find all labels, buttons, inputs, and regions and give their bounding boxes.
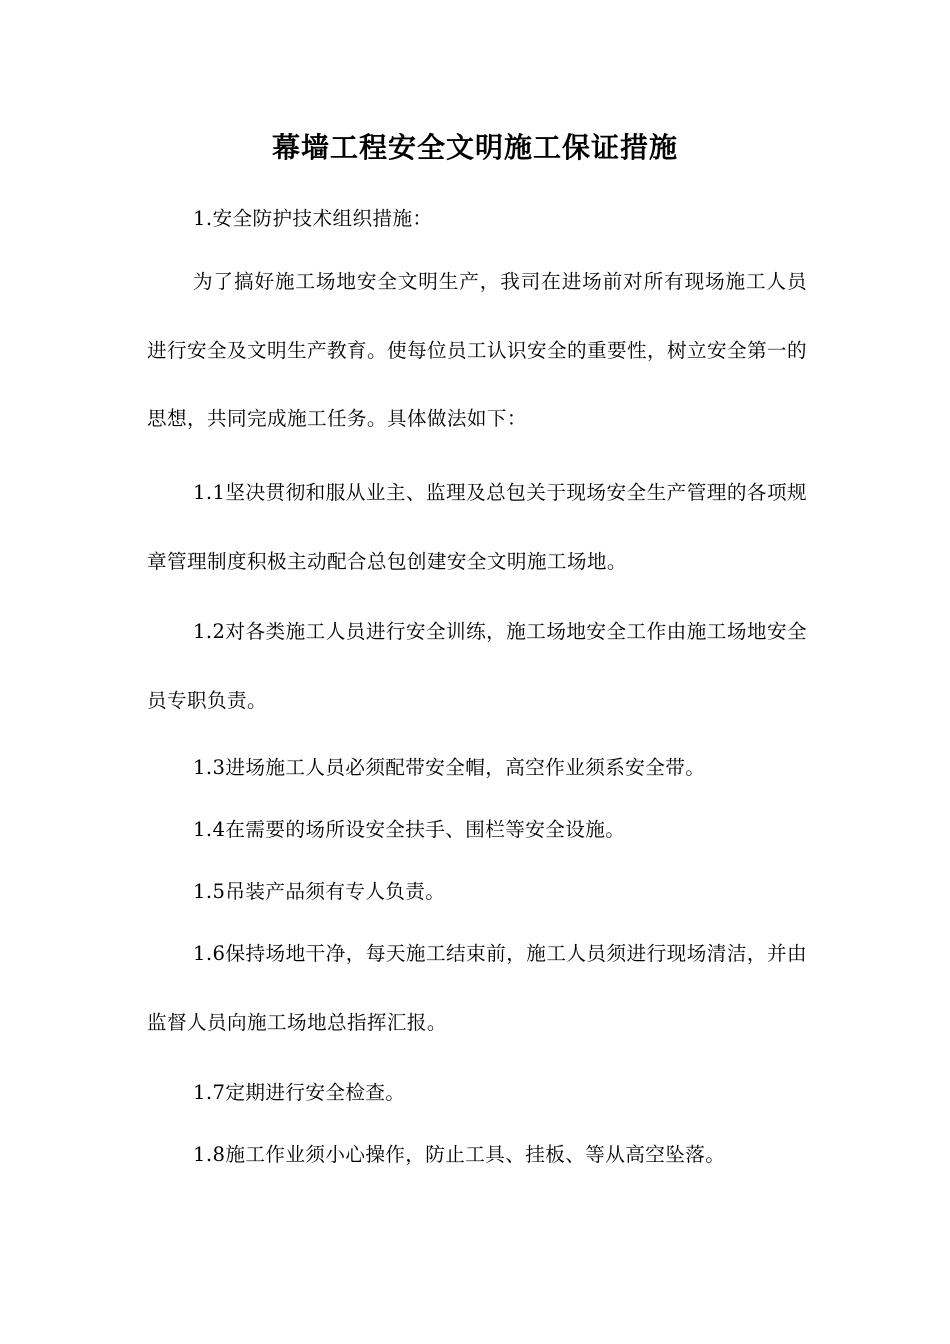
paragraph-item-1-6: 1.6保持场地干净，每天施工结束前，施工人员须进行现场清洁，并由监督人员向施工场地总指挥汇报。: [147, 942, 807, 1034]
paragraph-item-1-4: 1.4在需要的场所设安全扶手、围栏等安全设施。: [193, 818, 626, 841]
paragraph-item-1-3: 1.3进场施工人员必须配带安全帽，高空作业须系安全带。: [193, 756, 706, 779]
paragraph-intro: 为了搞好施工场地安全文明生产，我司在进场前对所有现场施工人员进行安全及文明生产教育。使每位员工认识安全的重要性，树立安全第一的思想，共同完成施工任务。具体做法如下：: [147, 270, 807, 430]
paragraph-item-1-5: 1.5吊装产品须有专人负责。: [193, 880, 446, 903]
paragraph-item-1-7: 1.7定期进行安全检查。: [193, 1081, 406, 1104]
paragraph-section-1: 1.安全防护技术组织措施：: [193, 207, 433, 230]
paragraph-item-1-2: 1.2对各类施工人员进行安全训练，施工场地安全工作由施工场地安全员专职负责。: [147, 620, 807, 712]
paragraph-item-1-1: 1.1坚决贯彻和服从业主、监理及总包关于现场安全生产管理的各项规章管理制度积极主动配合总包创建安全文明施工场地。: [147, 481, 807, 573]
document-title: 幕墙工程安全文明施工保证措施: [271, 131, 678, 164]
paragraph-item-1-8: 1.8施工作业须小心操作，防止工具、挂板、等从高空坠落。: [193, 1143, 726, 1166]
